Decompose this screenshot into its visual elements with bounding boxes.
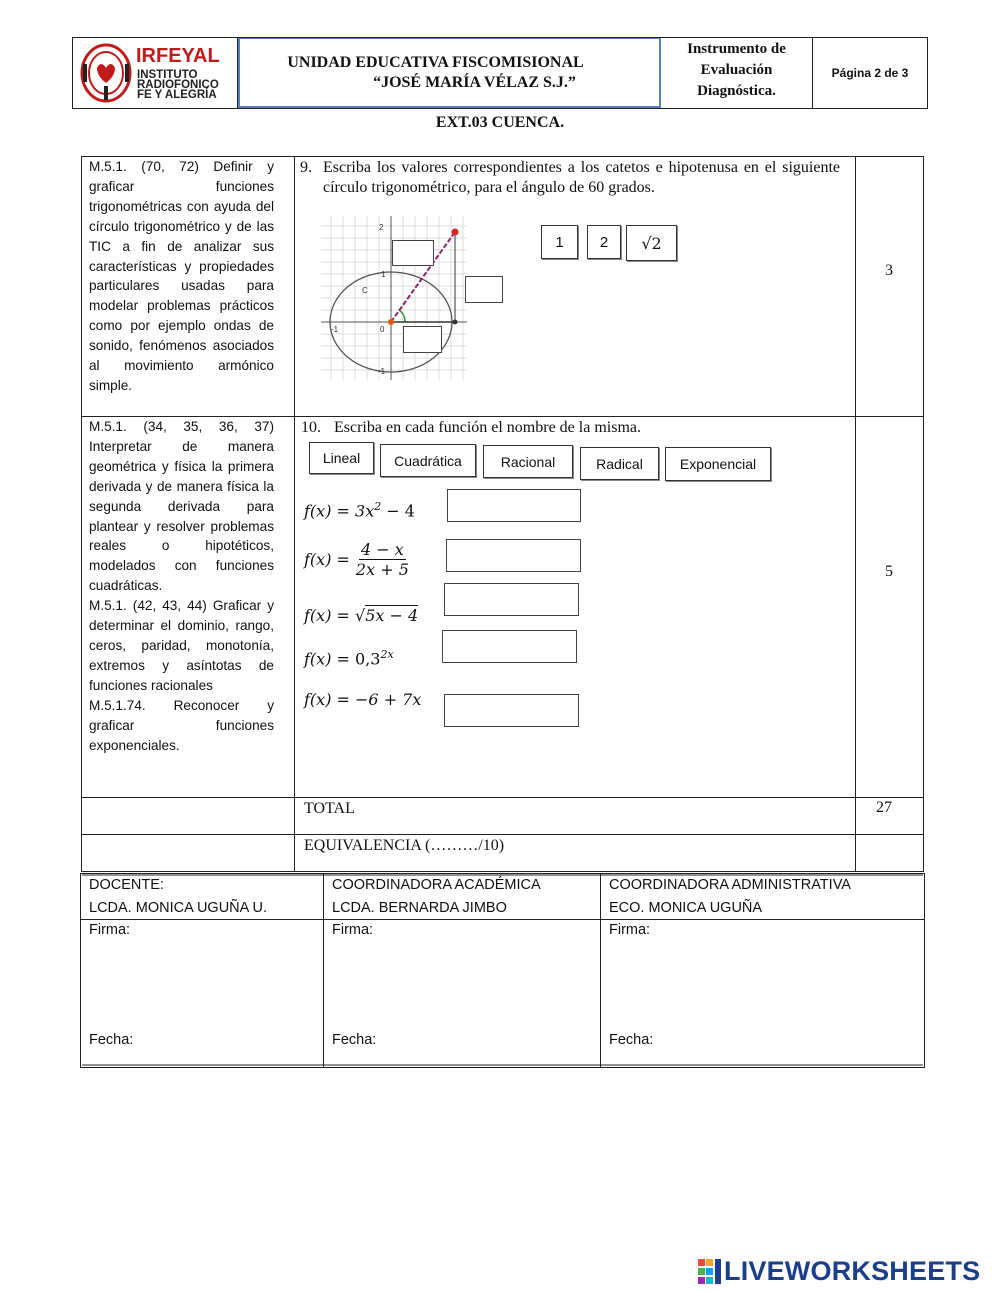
school-name-line-1: UNIDAD EDUCATIVA FISCOMISIONAL [287, 53, 584, 71]
function-4-base: 0,3 [355, 649, 381, 669]
instrument-line-1: Instrumento de [687, 41, 786, 57]
question-10 [301, 418, 841, 438]
q9-option-2[interactable]: 2 [587, 225, 621, 259]
firma-label: Firma: [609, 922, 651, 938]
function-5-body: −6 + 7x [355, 690, 422, 709]
score-row-2: 5 [885, 563, 893, 580]
q10-option-exponencial[interactable]: Exponencial [665, 447, 771, 481]
graph-label-y-top: 2 [379, 223, 384, 232]
signature-name: LCDA. MONICA UGUÑA U. [89, 900, 268, 916]
question-9-text: Escriba los valores correspondientes a los catetos e hipotenusa en el siguiente círculo trigonométrico, para el ángulo de 60 grados. [323, 159, 840, 196]
question-10-number: 10. [301, 419, 321, 436]
function-2 [304, 540, 411, 579]
liveworksheets-logo-icon [697, 1258, 723, 1286]
function-4 [304, 648, 394, 668]
fecha-label: Fecha: [89, 1032, 134, 1048]
question-9-number: 9. [300, 159, 312, 176]
function-1-exp: 2 [374, 500, 382, 513]
q10-option-radical[interactable]: Radical [580, 447, 659, 480]
document-subtitle: EXT.03 CUENCA. [435, 114, 565, 131]
graph-label-x-neg: -1 [331, 325, 339, 334]
function-3 [304, 606, 418, 625]
function-5-lhs: f(x) = [304, 690, 356, 709]
function-2-denominator: 2x + 5 [355, 560, 409, 579]
question-10-text: Escriba en cada función el nombre de la misma. [334, 419, 641, 436]
function-1-base: 3x [355, 501, 375, 521]
function-1-rest: − 4 [381, 501, 415, 521]
graph-label-y-neg: -1 [378, 367, 386, 376]
signature-role: COORDINADORA ADMINISTRATIVA [609, 877, 851, 893]
score-row-1: 3 [885, 262, 893, 279]
q10-option-lineal[interactable]: Lineal [309, 442, 374, 474]
firma-label: Firma: [332, 922, 374, 938]
function-3-radicand: 5x − 4 [365, 606, 419, 625]
liveworksheets-watermark [697, 1256, 980, 1287]
q10-option-racional[interactable]: Racional [483, 445, 573, 478]
criterion-row-2 [89, 417, 274, 755]
instrument-line-2: Evaluación [700, 62, 773, 78]
function-4-lhs: f(x) = [304, 649, 356, 669]
answer-box-adjacent-leg[interactable] [403, 326, 442, 353]
signature-coord-administrativa [609, 874, 919, 920]
q10-option-cuadratica[interactable]: Cuadrática [380, 444, 476, 477]
function-2-lhs: f(x) = [304, 550, 350, 569]
answer-box-function-2[interactable] [446, 539, 581, 572]
function-2-fraction [354, 540, 411, 579]
criterion-row-2-part-1: M.5.1. (34, 35, 36, 37) Interpretar de manera geométrica y física la primera derivada y de manera física la segunda derivada para plantear y resolver problemas reales o hipotéticos, modelados con funciones cuadráticas. [89, 419, 274, 594]
signature-role: COORDINADORA ACADÉMICA [332, 877, 541, 893]
criterion-row-1: M.5.1. (70, 72) Definir y graficar funciones trigonométricas con ayuda del círculo trigonométrico y de las TIC a fin de analizar sus características y propiedades particulares usadas para modelar problemas prácticos como por ejemplo ondas de sonido, fenómenos asociados al movimiento armónico simple. [89, 159, 274, 393]
signature-docente [89, 874, 319, 920]
q9-option-sqrt2[interactable]: √2 [626, 225, 677, 261]
question-9 [300, 158, 840, 198]
function-1 [304, 500, 415, 520]
signature-role: DOCENTE: [89, 877, 164, 893]
logo-line-2: RADIOFONICO [137, 79, 219, 91]
answer-box-function-5[interactable] [444, 694, 579, 727]
answer-box-function-3[interactable] [444, 583, 579, 616]
function-5 [304, 690, 421, 709]
graph-label-origin: 0 [380, 325, 385, 334]
graph-label-c: C [362, 286, 368, 295]
fecha-label: Fecha: [609, 1032, 654, 1048]
graph-label-y-one: 1 [381, 270, 386, 279]
function-2-numerator: 4 − x [361, 540, 404, 559]
signature-coord-academica [332, 874, 597, 920]
instrument-line-3: Diagnóstica. [697, 83, 776, 99]
function-1-lhs: f(x) = [304, 501, 356, 521]
signature-name: LCDA. BERNARDA JIMBO [332, 900, 507, 916]
watermark-text: LIVEWORKSHEETS [724, 1256, 981, 1286]
sqrt-icon: √ [355, 606, 366, 625]
total-value: 27 [876, 799, 892, 816]
page-number: Página 2 de 3 [831, 66, 909, 80]
q9-option-1[interactable]: 1 [541, 225, 578, 259]
logo-line-1: INSTITUTO [137, 69, 198, 81]
answer-box-hypotenuse[interactable] [392, 240, 434, 266]
answer-box-function-1[interactable] [447, 489, 581, 522]
answer-box-opposite-leg[interactable] [465, 276, 503, 303]
function-4-exp: 2x [380, 648, 394, 661]
equivalence-label: EQUIVALENCIA (………/10) [304, 837, 505, 854]
function-3-lhs: f(x) = [304, 606, 356, 625]
criterion-row-2-part-2: M.5.1. (42, 43, 44) Graficar y determinar el dominio, rango, ceros, paridad, monotonía, extremos y asíntotas de funciones racionales [89, 598, 274, 693]
firma-label: Firma: [89, 922, 131, 938]
fecha-label: Fecha: [332, 1032, 377, 1048]
logo-brand: IRFEYAL [136, 45, 220, 67]
answer-box-function-4[interactable] [442, 630, 577, 663]
criterion-row-2-part-3: M.5.1.74. Reconocer y graficar funciones exponenciales. [89, 697, 274, 753]
school-name-line-2: “JOSÉ MARÍA VÉLAZ S.J.” [373, 73, 576, 91]
logo-line-3: FE Y ALEGRÍA [137, 89, 217, 101]
total-label: TOTAL [304, 800, 355, 817]
signature-name: ECO. MONICA UGUÑA [609, 900, 763, 916]
